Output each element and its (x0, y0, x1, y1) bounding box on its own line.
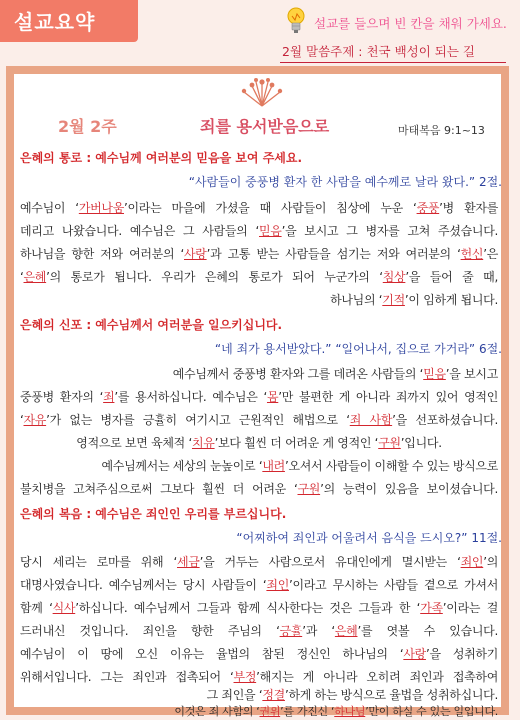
answer-blank: 하나님 (334, 705, 366, 718)
light-bulb-icon (286, 6, 306, 36)
answer-blank: 식사 (52, 601, 76, 615)
section-2-line-5 (20, 457, 498, 474)
text-segment: ’의 통로가 됩니다. 우리가 은혜의 통로가 되어 누군가의 ‘ (46, 270, 383, 284)
text-segment: 영적으로 보면 육체적 ‘ (76, 436, 192, 450)
text-segment: 불치병을 고쳐주심으로써 그보다 훨씬 더 어려운 ‘ (20, 482, 298, 496)
text-segment: ’을 보시고 (445, 367, 498, 381)
text-segment: ’을 성취하기 (425, 647, 499, 661)
section-1-quote: “사람들이 중풍병 환자 한 사람을 예수께로 날라 왔다.” 2절. (188, 175, 502, 189)
flower-ornament-icon (238, 76, 286, 110)
section-3-line-4 (20, 622, 498, 639)
text-segment: ’을 선포하셨습니다. (392, 413, 498, 427)
answer-blank: 부정 (233, 670, 257, 684)
section-2-line-3 (20, 411, 498, 428)
text-segment: ’만 불편한 게 아니라 죄까지 있어 영적인 (278, 390, 499, 404)
scripture-reference: 마태복음 9:1~13 (398, 124, 485, 137)
answer-blank: 중풍 (416, 201, 440, 215)
text-segment: ’하게 하는 방식으로 율법을 성취하십니다. (284, 688, 498, 702)
text-segment: ’이 임하게 됩니다. (404, 293, 498, 307)
text-segment: 함께 ‘ (20, 601, 53, 615)
section-3-line-3 (20, 599, 498, 616)
text-segment: ’해지는 게 아니라 오히려 죄인과 접촉하여 (256, 670, 498, 684)
answer-blank: 믿음 (259, 224, 282, 238)
text-segment: 예수님께서 중풍병 환자와 그를 데려온 사람들의 ‘ (172, 367, 424, 381)
sermon-summary-tag (0, 0, 138, 42)
text-segment: ’오셔서 사람들이 이해할 수 있는 방식으로 (284, 459, 498, 473)
sermon-date: 2월 2주 (58, 117, 117, 136)
text-segment: ’하십니다. 예수님께서 그들과 함께 식사한다는 것은 그들과 한 ‘ (75, 601, 421, 615)
section-1-line-2 (20, 222, 498, 239)
text-segment: ’과 ‘ (302, 624, 335, 638)
section-1-line-5 (20, 291, 498, 308)
answer-blank: 내려 (262, 459, 285, 473)
text-segment: 당시 세리는 로마를 위해 ‘ (20, 555, 178, 569)
text-segment: 하나님을 향한 저와 여러분의 ‘ (20, 247, 184, 261)
section-1-heading: 은혜의 통로 : 예수님께 여러분의 믿음을 보여 주세요. (20, 151, 303, 165)
text-segment: ’을 들어 줄 때, (405, 270, 498, 284)
text-segment: ’의 능력이 있음을 보이셨습니다. (320, 482, 498, 496)
text-segment: ’를 엿볼 수 있습니다. (357, 624, 498, 638)
answer-blank: 믿음 (423, 367, 446, 381)
section-2-line-1 (20, 365, 498, 382)
answer-blank: 자유 (23, 413, 47, 427)
answer-blank: 가버나움 (78, 201, 124, 215)
text-segment: 예수님이 ‘ (20, 201, 79, 215)
section-2-line-6 (20, 480, 498, 497)
section-1-line-3 (20, 245, 498, 262)
section-3-line-2 (20, 576, 498, 593)
section-3-line-1 (20, 553, 498, 570)
text-segment: 대명사였습니다. 예수님께서는 당시 사람들이 ‘ (20, 578, 267, 592)
answer-blank: 가족 (420, 601, 443, 615)
answer-blank: 긍휼 (279, 624, 303, 638)
section-2-line-2 (20, 388, 498, 405)
theme-underline (280, 62, 506, 63)
instruction-text: 설교를 들으며 빈 칸을 채워 가세요. (314, 16, 507, 31)
text-segment: ’병 환자를 (439, 201, 498, 215)
answer-blank: 정결 (262, 688, 285, 702)
text-segment: ’이라는 걸 (442, 601, 498, 615)
section-3-heading: 은혜의 복음 : 예수님은 죄인인 우리를 부르십니다. (20, 507, 287, 521)
section-3-quote: “어찌하여 죄인과 어울려서 음식을 드시오?” 11절. (236, 531, 502, 545)
text-segment: 예수님께서는 세상의 눈높이로 ‘ (101, 459, 263, 473)
text-segment: ’이라고 무시하는 사람들 곁으로 가셔서 (289, 578, 499, 592)
section-3-line-8 (20, 703, 498, 719)
answer-blank: 구원 (297, 482, 321, 496)
text-segment: ’과 고통 받는 사람들을 섬기는 저와 여러분의 ‘ (206, 247, 461, 261)
answer-blank: 구원 (378, 436, 401, 450)
answer-blank: 몸 (266, 390, 279, 404)
section-3-line-5 (20, 645, 498, 662)
section-1-line-1 (20, 199, 498, 216)
text-segment: ‘ (20, 270, 24, 284)
text-segment: ’만이 하실 수 있는 일입니다. (365, 705, 498, 718)
text-segment: ’이라는 마을에 가셨을 때 사람들이 침상에 누운 ‘ (124, 201, 417, 215)
text-segment: ‘ (20, 413, 24, 427)
text-segment: 하나님의 ‘ (330, 293, 383, 307)
section-2-heading: 은혜의 신포 : 예수님께서 여러분을 일으키십니다. (20, 318, 283, 332)
answer-blank: 세금 (177, 555, 200, 569)
text-segment: ’가 없는 병자를 긍휼히 여기시고 근원적인 해법으로 ‘ (46, 413, 350, 427)
answer-blank: 은혜 (334, 624, 358, 638)
section-3-line-6 (20, 668, 498, 685)
answer-blank: 기적 (382, 293, 405, 307)
text-segment: 그 죄인을 ‘ (206, 688, 263, 702)
answer-blank: 치유 (191, 436, 215, 450)
text-segment: 데리고 나왔습니다. 예수님은 그 사람들의 ‘ (20, 224, 259, 238)
answer-blank: 죄인 (266, 578, 289, 592)
tag-label: 설교요약 (14, 10, 96, 34)
text-segment: ’를 용서하십니다. 예수님은 ‘ (114, 390, 267, 404)
answer-blank: 은혜 (23, 270, 47, 284)
answer-blank: 죄 (103, 390, 115, 404)
answer-blank: 죄 사함 (349, 413, 393, 427)
text-segment: ’을 보시고 그 병자를 고쳐 주셨습니다. (281, 224, 498, 238)
text-segment: 이것은 죄 사함의 ‘ (174, 705, 260, 718)
text-segment: 드러내신 것입니다. 죄인을 향한 주님의 ‘ (20, 624, 280, 638)
answer-blank: 죄인 (460, 555, 484, 569)
sermon-title: 죄를 용서받음으로 (200, 117, 330, 136)
section-3-line-7 (20, 686, 498, 703)
text-segment: ’보다 훨씬 더 어려운 게 영적인 ‘ (214, 436, 379, 450)
text-segment: ’을 거두는 사람으로서 유대인에게 멸시받는 ‘ (199, 555, 461, 569)
section-2-quote: “네 죄가 용서받았다.” “일어나서, 집으로 가거라” 6절. (214, 342, 502, 356)
answer-blank: 헌신 (460, 247, 484, 261)
monthly-theme: 2월 말씀주제 : 천국 백성이 되는 길 (282, 44, 475, 59)
text-segment: 예수님이 이 땅에 오신 이유는 율법의 참된 정신인 하나님의 ‘ (20, 647, 404, 661)
answer-blank: 침상 (382, 270, 406, 284)
text-segment: ’의 (483, 555, 499, 569)
section-2-line-4 (20, 434, 498, 451)
text-segment: ’은 (483, 247, 498, 261)
answer-blank: 사랑 (403, 647, 426, 661)
text-segment: ’입니다. (400, 436, 442, 450)
text-segment: ’를 가진신 ‘ (280, 705, 335, 718)
answer-blank: 권위 (259, 705, 281, 718)
text-segment: 중풍병 환자의 ‘ (20, 390, 104, 404)
section-1-line-4 (20, 268, 498, 285)
answer-blank: 사랑 (184, 247, 207, 261)
text-segment: 위해서입니다. 그는 죄인과 접촉되어 ‘ (20, 670, 234, 684)
